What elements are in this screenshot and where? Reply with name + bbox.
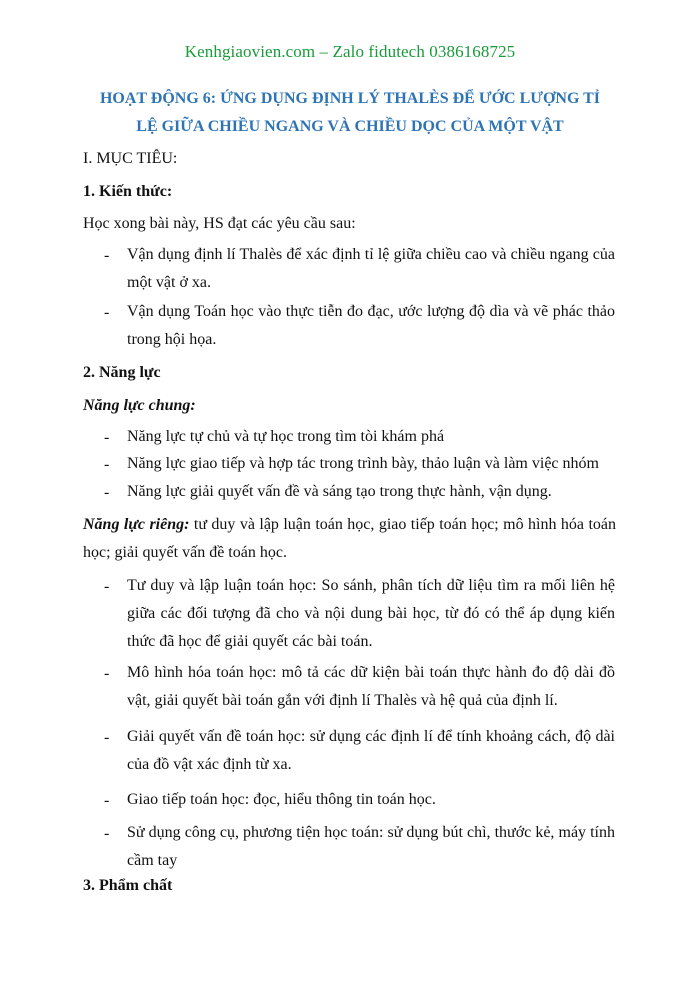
- section-objectives-label: I. MỤC TIÊU: [83, 150, 173, 167]
- activity-title: [70, 85, 630, 141]
- knowledge-intro: Học xong bài này, HS đạt các yêu cầu sau:: [83, 215, 356, 232]
- knowledge-item-2: Vận dụng Toán học vào thực tiễn đo đạc, ước lượng độ dìa và vẽ phác thảo trong hội họa.: [127, 303, 615, 348]
- specific-competence-paragraph: [83, 511, 616, 567]
- bullet-dash: -: [104, 304, 110, 321]
- specific-item-4: Giao tiếp toán học: đọc, hiểu thông tin toán học.: [127, 791, 436, 808]
- knowledge-heading: 1. Kiến thức:: [83, 183, 173, 200]
- bullet-dash: -: [104, 825, 110, 842]
- general-competence-heading: Năng lực chung:: [83, 397, 196, 414]
- general-item-3: Năng lực giải quyết vấn đề và sáng tạo trong thực hành, vận dụng.: [127, 483, 552, 500]
- bullet-dash: -: [104, 578, 110, 595]
- section-objectives-heading: [83, 150, 177, 168]
- activity-title-line-1: HOẠT ĐỘNG 6: ỨNG DỤNG ĐỊNH LÝ THALÈS ĐỂ ƯỚC LƯỢNG TỈ: [99, 90, 601, 107]
- bullet-dash: -: [104, 429, 110, 446]
- activity-title-line-2: LỆ GIỮA CHIỀU NGANG VÀ CHIỀU DỌC CỦA MỘT VẬT: [136, 118, 564, 135]
- competence-heading: 2. Năng lực: [83, 364, 161, 381]
- quality-heading: 3. Phẩm chất: [83, 877, 173, 894]
- bullet-dash: -: [104, 484, 110, 501]
- bullet-dash: -: [104, 456, 110, 473]
- specific-item-5: Sử dụng công cụ, phương tiện học toán: sử dụng bút chì, thước kẻ, máy tính cầm tay: [127, 824, 615, 869]
- general-item-1: Năng lực tự chủ và tự học trong tìm tòi khám phá: [127, 428, 445, 445]
- section-objectives-colon: :: [172, 150, 178, 167]
- bullet-dash: -: [104, 247, 110, 264]
- bullet-dash: -: [104, 665, 110, 682]
- specific-item-1: Tư duy và lập luận toán học: So sánh, phân tích dữ liệu tìm ra mối liên hệ giữa các đối tượng đã cho và nội dung bài học, từ đó có thể áp dụng kiến thức đã học để giải quyết các bài toán.: [127, 577, 615, 650]
- knowledge-item-1: Vận dụng định lí Thalès để xác định tỉ lệ giữa chiều cao và chiều ngang của một vật ở xa.: [127, 246, 615, 291]
- page-header: Kenhgiaovien.com – Zalo fidutech 0386168725: [184, 42, 516, 61]
- bullet-dash: -: [104, 729, 110, 746]
- specific-competence-heading: Năng lực riêng:: [83, 516, 190, 533]
- general-item-2: Năng lực giao tiếp và hợp tác trong trình bày, thảo luận và làm việc nhóm: [127, 455, 599, 472]
- specific-item-2: Mô hình hóa toán học: mô tả các dữ kiện bài toán thực hành đo độ dài đồ vật, giải quyết bài toán gắn với định lí Thalès và hệ quả của định lí.: [127, 664, 615, 709]
- specific-item-3: Giải quyết vấn đề toán học: sử dụng các định lí để tính khoảng cách, độ dài của đồ vật xác định từ xa.: [127, 728, 615, 773]
- specific-competence-intro: tư duy và lập luận toán học, giao tiếp toán học; mô hình hóa toán học; giải quyết vấn đề toán học.: [83, 516, 616, 561]
- bullet-dash: -: [104, 792, 110, 809]
